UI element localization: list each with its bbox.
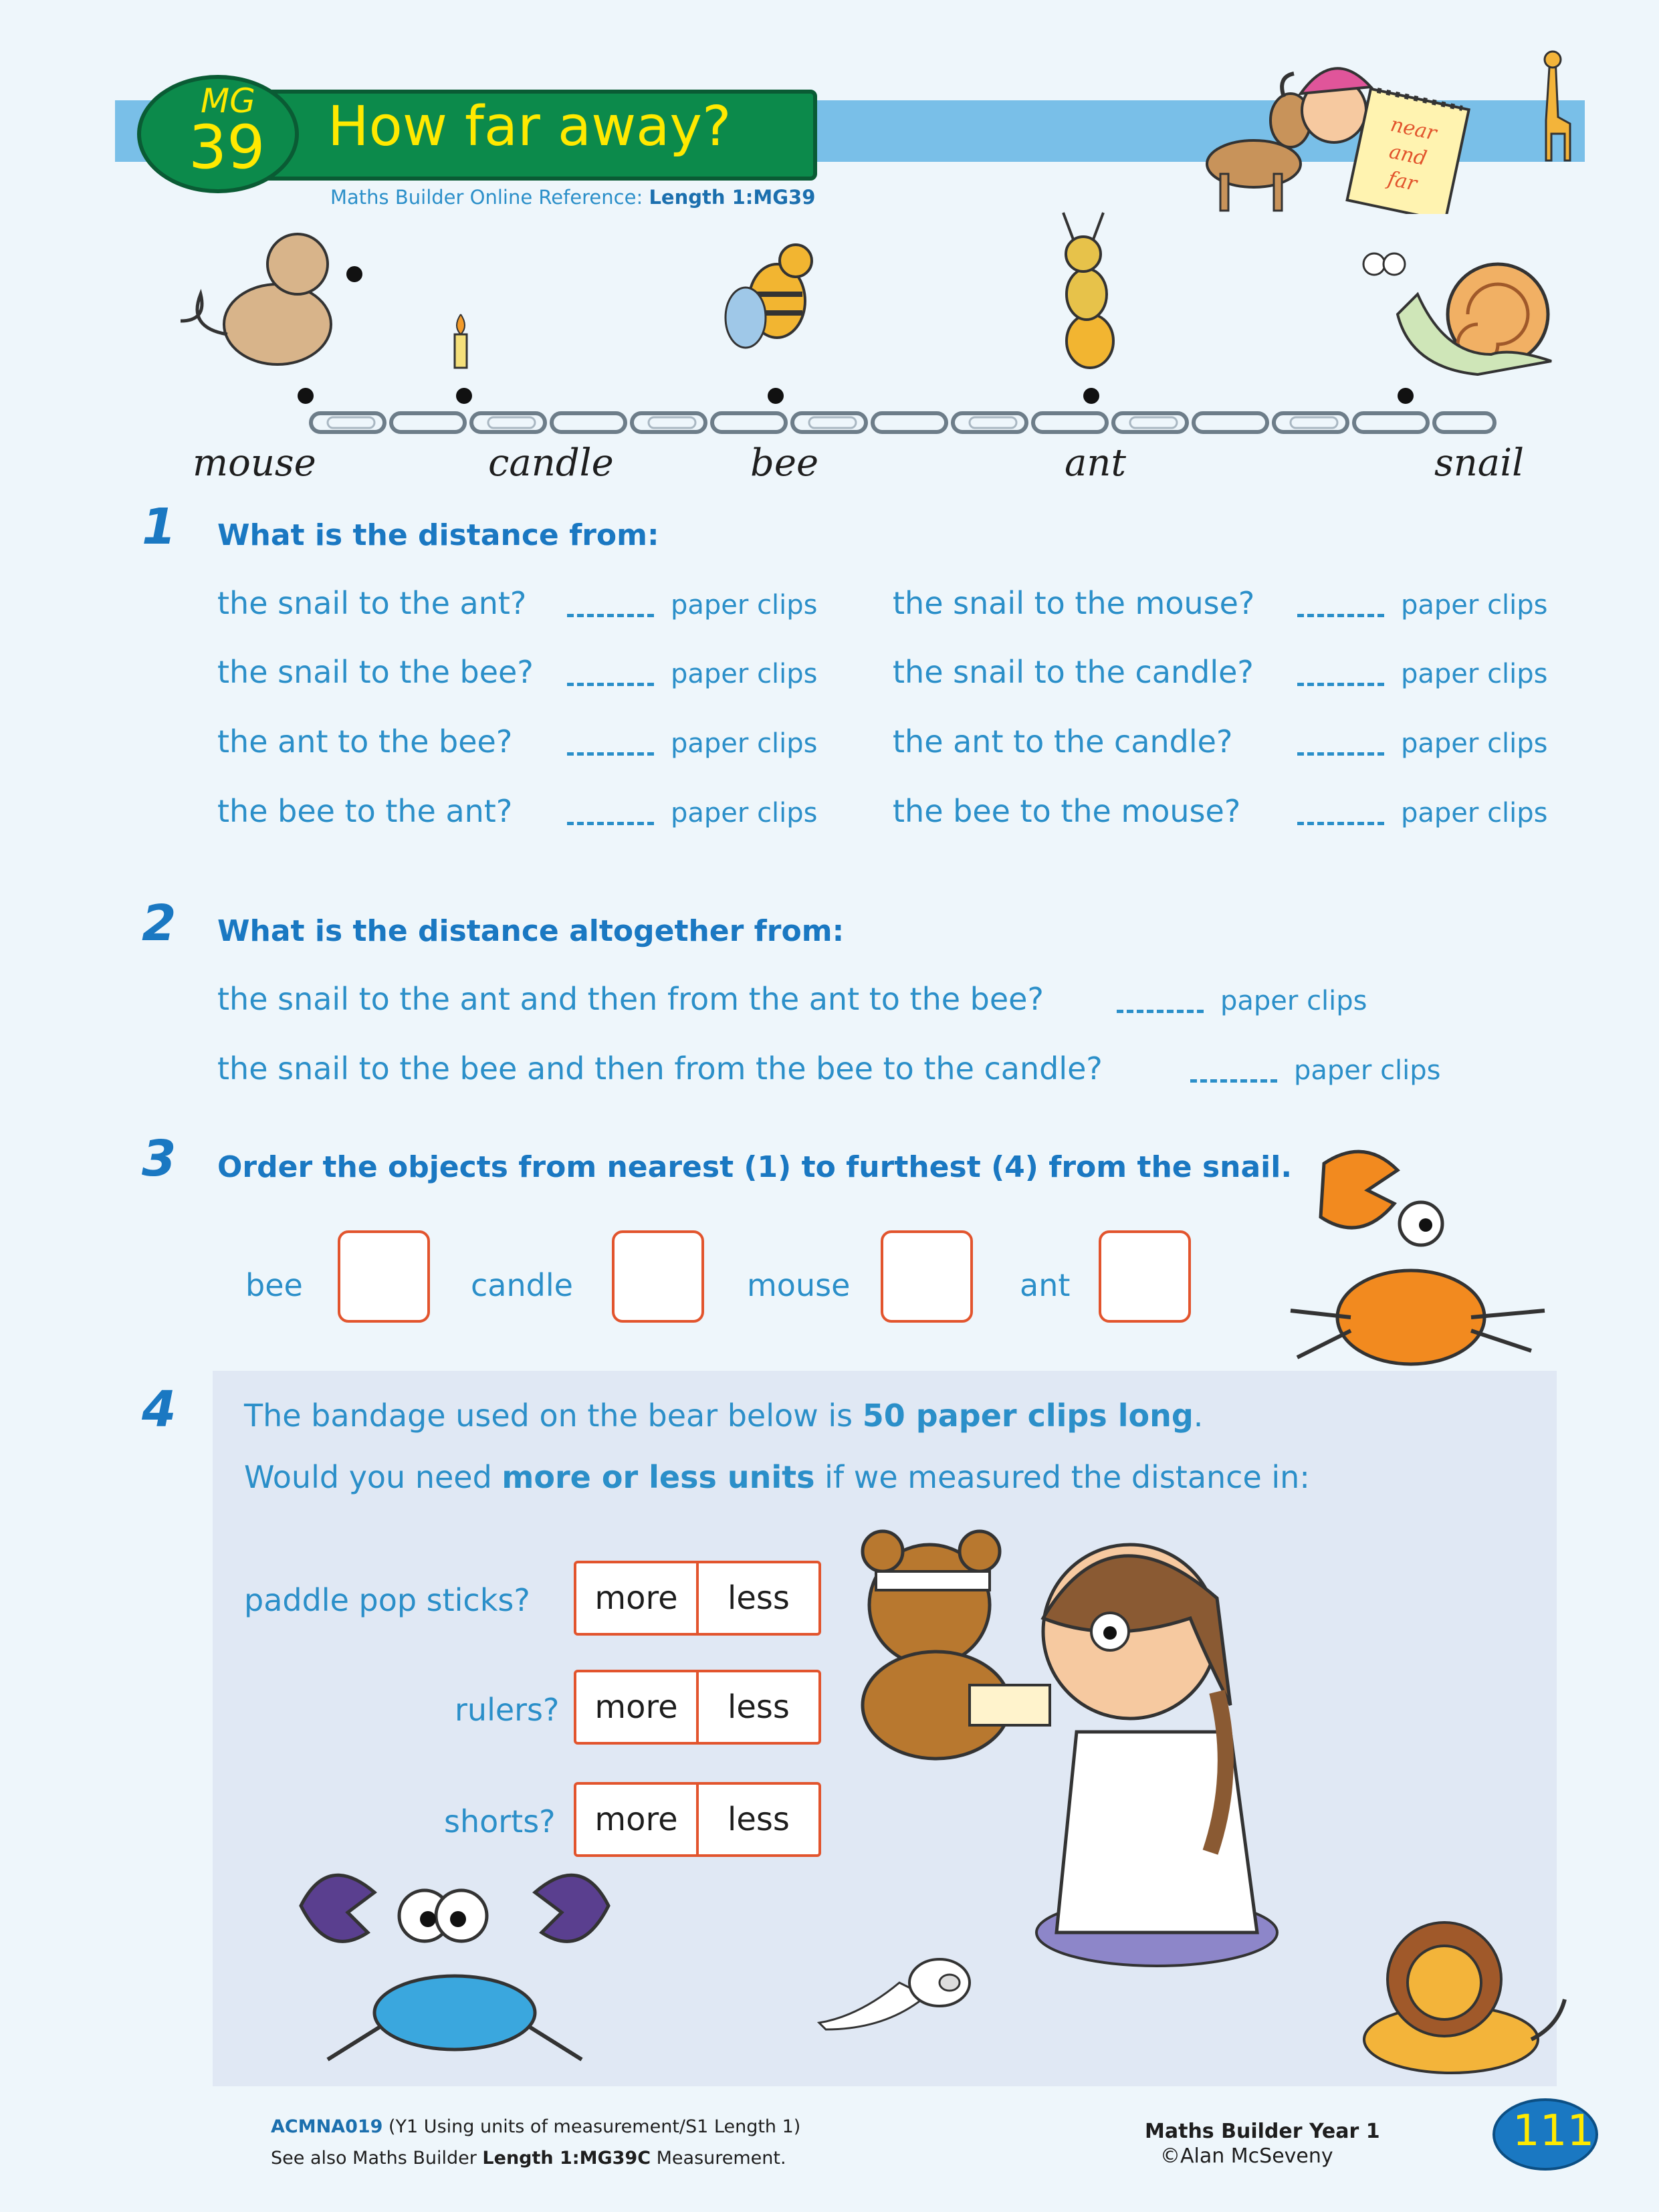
ant-illustration [1063, 213, 1113, 368]
q1-left-3-answer[interactable] [567, 746, 654, 756]
q1-left-2-unit: paper clips [671, 659, 818, 689]
q2-line-2-answer[interactable] [1190, 1073, 1277, 1083]
lesson-code: MG [201, 82, 255, 120]
q4-line-1: The bandage used on the bear below is 50 paper clips long. [244, 1398, 1204, 1434]
q1-left-3: the ant to the bee? [217, 724, 513, 760]
mouse-point [298, 388, 314, 404]
question-4-number: 4 [142, 1381, 177, 1438]
q1-right-4: the bee to the mouse? [893, 793, 1241, 829]
q1-left-4-answer[interactable] [567, 815, 654, 825]
q4-rulers-less[interactable]: less [696, 1672, 818, 1742]
ant-point [1083, 388, 1099, 404]
q1-right-1: the snail to the mouse? [893, 585, 1255, 621]
page-number: 111 [1513, 2106, 1595, 2156]
bee-illustration [726, 245, 812, 348]
q4-rulers-choice [574, 1670, 821, 1745]
q3-mouse-box[interactable] [881, 1230, 973, 1323]
q4-paddle-pop-choice [574, 1561, 821, 1636]
book-title: Maths Builder Year 1 [1145, 2120, 1380, 2143]
label-bee: bee [750, 441, 819, 485]
q3-item-candle: candle [471, 1267, 573, 1303]
notepad-far: far [1386, 167, 1420, 196]
q1-right-3: the ant to the candle? [893, 724, 1233, 760]
q4-shorts-less[interactable]: less [696, 1785, 818, 1854]
question-2-heading: What is the distance altogether from: [217, 914, 845, 948]
question-2-number: 2 [142, 895, 177, 952]
page-title: How far away? [328, 95, 732, 158]
q4-paddle-pop-less[interactable]: less [696, 1563, 818, 1633]
candle-point [456, 388, 472, 404]
bandage-roll-illustration [812, 1949, 986, 2036]
q1-left-2-answer[interactable] [567, 676, 654, 686]
q1-right-2-answer[interactable] [1297, 676, 1384, 686]
q4-paddle-pop-more[interactable]: more [594, 1579, 678, 1617]
bee-point [768, 388, 784, 404]
q1-right-2: the snail to the candle? [893, 654, 1254, 690]
notepad-near: near [1388, 112, 1439, 146]
candle-illustration [455, 314, 467, 368]
q1-left-4-unit: paper clips [671, 798, 818, 828]
q1-right-3-unit: paper clips [1401, 728, 1548, 759]
mouse-illustration [181, 234, 362, 364]
label-mouse: mouse [193, 441, 316, 485]
q3-item-mouse: mouse [747, 1267, 851, 1303]
q1-right-1-answer[interactable] [1297, 607, 1384, 617]
q1-left-1-answer[interactable] [567, 607, 654, 617]
q4-shorts-more[interactable]: more [594, 1801, 678, 1838]
blue-crab-illustration [288, 1859, 622, 2066]
q1-right-4-answer[interactable] [1297, 815, 1384, 825]
q3-candle-box[interactable] [612, 1230, 704, 1323]
q2-line-1-answer[interactable] [1117, 1003, 1204, 1013]
q1-left-1-unit: paper clips [671, 590, 818, 621]
q1-right-1-unit: paper clips [1401, 590, 1548, 621]
q2-line-2-unit: paper clips [1294, 1055, 1441, 1086]
number-line-illustration [134, 201, 1578, 448]
q4-option-paddle-pop-sticks: paddle pop sticks? [244, 1582, 530, 1618]
q4-shorts-choice [574, 1782, 821, 1857]
snail-illustration [1363, 253, 1551, 374]
q1-left-1: the snail to the ant? [217, 585, 527, 621]
q1-right-3-answer[interactable] [1297, 746, 1384, 756]
q4-rulers-more[interactable]: more [594, 1688, 678, 1726]
copyright: ©Alan McSeveny [1160, 2144, 1333, 2168]
label-snail: snail [1434, 441, 1525, 485]
online-reference: Maths Builder Online Reference: Length 1:MG39 [330, 186, 816, 209]
q2-line-1: the snail to the ant and then from the ant to the bee? [217, 981, 1044, 1017]
q4-line-2: Would you need more or less units if we measured the distance in: [244, 1459, 1310, 1495]
q1-right-4-unit: paper clips [1401, 798, 1548, 828]
snail-point [1398, 388, 1414, 404]
label-candle: candle [488, 441, 614, 485]
question-3-number: 3 [142, 1130, 177, 1188]
q1-left-3-unit: paper clips [671, 728, 818, 759]
q3-bee-box[interactable] [338, 1230, 430, 1323]
question-3-heading: Order the objects from nearest (1) to furthest (4) from the snail. [217, 1150, 1293, 1184]
q1-left-2: the snail to the bee? [217, 654, 534, 690]
lesson-number: 39 [189, 112, 265, 183]
q4-option-rulers: rulers? [455, 1692, 560, 1728]
q4-option-shorts: shorts? [444, 1803, 556, 1840]
curriculum-reference: ACMNA019 (Y1 Using units of measurement/S1 Length 1) [271, 2116, 801, 2137]
q2-line-1-unit: paper clips [1220, 986, 1367, 1016]
giraffe-illustration [1531, 50, 1578, 164]
see-also-reference: See also Maths Builder Length 1:MG39C Measurement. [271, 2148, 786, 2169]
q3-item-ant: ant [1020, 1267, 1071, 1303]
q1-left-4: the bee to the ant? [217, 793, 513, 829]
notepad-and: and [1387, 140, 1429, 171]
lion-illustration [1344, 1906, 1571, 2080]
q3-ant-box[interactable] [1099, 1230, 1191, 1323]
question-1-heading: What is the distance from: [217, 518, 659, 552]
goat-and-kid-illustration [1190, 40, 1471, 214]
question-1-number: 1 [142, 498, 177, 556]
label-ant: ant [1065, 441, 1126, 485]
q2-line-2: the snail to the bee and then from the bee to the candle? [217, 1050, 1103, 1087]
q3-item-bee: bee [245, 1267, 303, 1303]
q1-right-2-unit: paper clips [1401, 659, 1548, 689]
